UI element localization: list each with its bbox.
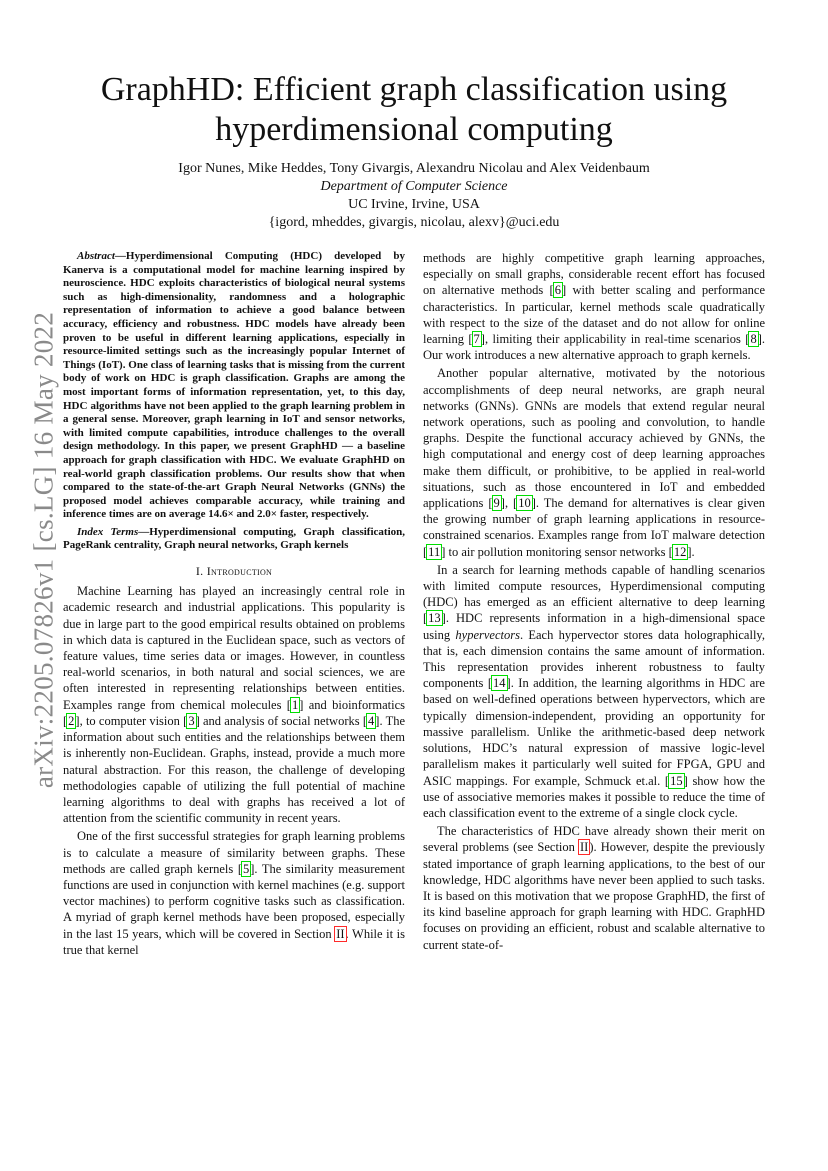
right-column — [423, 250, 765, 955]
text-run: Another popular alternative, motivated by the notorious accomplishments of deep neural networks, are graph neural networks (GNNs). GNNs are models that extend regular neural network operations, such as pooling and convolution, to handle graphs. Despite the functional accuracy achieved by GNNs, the high computational and energy cost of deep learning approaches make them difficult, or prohibitive, to be applied in real-world situations, such as those encountered in IoT and embedded applications — [423, 366, 765, 511]
citation-link[interactable]: [13] — [423, 611, 446, 626]
abstract-text: —Hyperdimensional Computing (HDC) developed by Kanerva is a computational model for machine learning inspired by neuroscience. HDC exploits characteristics of biological neural systems such as high-dimensionality, randomness and a holographic representation of information to achieve a good balance between accuracy, efficiency and robustness. HDC models have already been proven to be useful in different learning applications, especially in resource-limited settings such as the increasingly popular Internet of Things (IoT). One class of learning tasks that is missing from the current body of work on HDC is graph classification. Graphs are among the most important forms of information representation, yet, to this day, HDC algorithms have not been applied to the graph learning problem in a general sense. Moreover, graph learning in IoT and sensor networks, with limited compute capabilities, introduce challenges to the overall design methodology. In this paper, we present GraphHD — a baseline approach for graph classification with HDC. We evaluate GraphHD on real-world graph classification problems. Our results show that when compared to the state-of-the-art Graph Neural Networks (GNNs) the proposed model achieves comparable accuracy, while training and inference times are on average 14.6× and 2.0× faster, respectively. — [63, 250, 405, 521]
index-terms — [63, 526, 405, 553]
arxiv-stamp-text: arXiv:2205.07826v1 [cs.LG] 16 May 2022 — [28, 311, 59, 789]
text-run: The characteristics of HDC have already shown their merit on several problems (see Section — [423, 824, 765, 855]
citation-link[interactable]: [12] — [668, 544, 692, 559]
citation-number[interactable]: 13 — [428, 611, 441, 626]
citation-number[interactable]: 7 — [473, 332, 480, 347]
text-run: In a search for learning methods capable of handling scenarios with limited compute resources, Hyperdimensional computing (HDC) has emerged as an efficient alternative to deep learning — [423, 562, 765, 610]
citation-number[interactable]: 3 — [188, 713, 195, 728]
paragraph — [423, 562, 765, 821]
text-run: show how the use of associative memories makes it possible to reduce the time of each classification event to the extreme of a single clock cycle. — [423, 773, 765, 820]
citation-number[interactable]: 2 — [68, 713, 75, 728]
citation-number[interactable]: 8 — [750, 332, 757, 347]
text-run: . — [691, 544, 695, 559]
citation-link[interactable]: [2] — [63, 713, 80, 728]
paper-title: GraphHD: Efficient graph classification using hyperdimensional computing — [100, 71, 728, 148]
index-terms-lead: Index Terms — [77, 525, 139, 538]
citation-link[interactable]: [3] — [183, 713, 200, 728]
text-run: , — [504, 496, 514, 511]
citation-link[interactable]: [14] — [487, 676, 511, 691]
paragraph — [423, 250, 765, 363]
text-run: . Our work introduces a new alternative approach to graph kernels. — [423, 332, 765, 363]
text-run: . The demand for alternatives is clear given the growing number of graph learning applications in resource-constrained scenarios. Examples range from IoT malware detection — [423, 496, 765, 543]
section-heading — [63, 563, 405, 579]
author-emails: {igord, mheddes, givargis, nicolau, alexv}@uci.edu — [268, 215, 560, 230]
citation-link[interactable]: [10] — [513, 496, 536, 511]
text-run: . The similarity measurement functions are used in conjunction with kernel machines (e.g. support vector machines) to perform cognitive tasks such as classification. A myriad of graph kernel methods have been proposed, especially in the last 15 years, which will be covered in Section — [63, 861, 405, 941]
citation-number[interactable]: 5 — [243, 861, 250, 876]
text-run: . While it is true that kernel — [63, 926, 405, 957]
citation-number[interactable]: 9 — [493, 496, 500, 511]
citation-link[interactable]: [5] — [237, 861, 255, 876]
paragraph — [423, 823, 765, 953]
text-run: . The information about such entities and the relationships between them is inherently non-Euclidean. Graphs, instead, provide a much more natural abstraction. For this reason, the challenge of developing methodologies capable of utilizing the full potential of machine learning algorithms to deal with graphs has received a lot of attention from the scientific community in recent years. — [63, 713, 406, 826]
section-number: I. — [195, 564, 204, 579]
citation-link[interactable]: [4] — [362, 713, 380, 728]
text-run: ). However, despite the previously stated importance of graph learning applications, to the best of our knowledge, HDC algorithms have never been applied to such tasks. It is based on this motivation that we propose GraphHD, the first of its kind baseline approach for graph learning with HDC. GraphHD focuses on providing an efficient, robust and scalable alternative to current state-of- — [423, 840, 765, 952]
affiliation: UC Irvine, Irvine, USA — [348, 197, 480, 212]
paragraph — [423, 365, 765, 559]
text-run: and bioinformatics — [303, 697, 405, 712]
citation-number[interactable]: 10 — [518, 496, 531, 511]
abstract — [63, 250, 405, 522]
citation-number[interactable]: 11 — [428, 544, 441, 559]
paragraph — [63, 828, 405, 958]
paragraph — [63, 583, 405, 826]
section-link[interactable]: II — [336, 926, 345, 941]
left-column — [63, 250, 405, 960]
text-run: . In addition, the learning algorithms in HDC are based on well-defined operations between hypervectors, which are typically dimension-independent, providing an opportunity for massive parallelism. Unlike the arithmetic-based deep network solutions, HDC’s natural expression of massive logic-level parallelism makes it particularly well suited for FPGA, GPU and ASIC mappings. For example, Schmuck et.al. — [423, 676, 765, 788]
text-run: One of the first successful strategies for graph learning problems is to calculate a measure of similarity between graphs. These methods are called graph kernels — [63, 829, 405, 876]
citation-link[interactable]: [1] — [286, 697, 304, 712]
text-run: . Each hypervector stores data holographically, that is, each dimension contains the same amount of information. This representation provides inherent robustness to faulty components — [423, 627, 765, 691]
citation-number[interactable]: 12 — [673, 544, 687, 559]
text-run: Machine Learning has played an increasingly central role in academic research and industrial applications. This popularity is due in large part to the good empirical results obtained on problems in which data is captured in the Euclidean space, such as vectors of feature values, time series data or images. However, in countless real-world scenarios, in both natural and social sciences, we are often interested in representing relationships between entities. Examples range from chemical molecules — [63, 584, 405, 712]
text-run: . HDC represents information in a high-dimensional space using — [423, 611, 765, 642]
citation-number[interactable]: 14 — [493, 676, 506, 691]
citation-link[interactable]: [7] — [468, 332, 485, 347]
citation-link[interactable]: [11] — [423, 544, 446, 559]
citation-number[interactable]: 1 — [291, 697, 299, 712]
section-name: Introduction — [206, 564, 273, 579]
index-terms-text: —Hyperdimensional computing, Graph classification, PageRank centrality, Graph neural networks, Graph kernels — [63, 525, 405, 552]
text-run: to air pollution monitoring sensor networks — [445, 544, 669, 559]
citation-link[interactable]: [8] — [745, 332, 762, 347]
citation-link[interactable]: [15] — [664, 773, 688, 788]
abstract-lead: Abstract — [77, 250, 115, 262]
citation-link[interactable]: [9] — [488, 496, 505, 511]
author-names: Igor Nunes, Mike Heddes, Tony Givargis, Alexandru Nicolau and Alex Veidenbaum — [178, 161, 650, 176]
text-run: , limiting their applicability in real-time scenarios — [484, 332, 746, 347]
text-run: with better scaling and performance characteristics. In particular, kernel methods scale quadratically with respect to the size of the dataset and do not allow for online learning — [423, 283, 765, 347]
citation-link[interactable]: [6] — [549, 283, 567, 298]
text-run: , to computer vision — [79, 713, 184, 728]
citation-number[interactable]: 4 — [368, 713, 375, 728]
section-link[interactable]: II — [580, 840, 589, 855]
text-run: and analysis of social networks — [199, 713, 363, 728]
department: Department of Computer Science — [320, 179, 508, 194]
citation-number[interactable]: 15 — [670, 773, 683, 788]
author-block — [90, 160, 738, 232]
emphasis: hypervectors — [455, 627, 520, 642]
citation-number[interactable]: 6 — [554, 283, 561, 298]
text-run: methods are highly competitive graph learning approaches, especially on small graphs, considerable recent effort has focused on alternative methods — [423, 251, 765, 298]
